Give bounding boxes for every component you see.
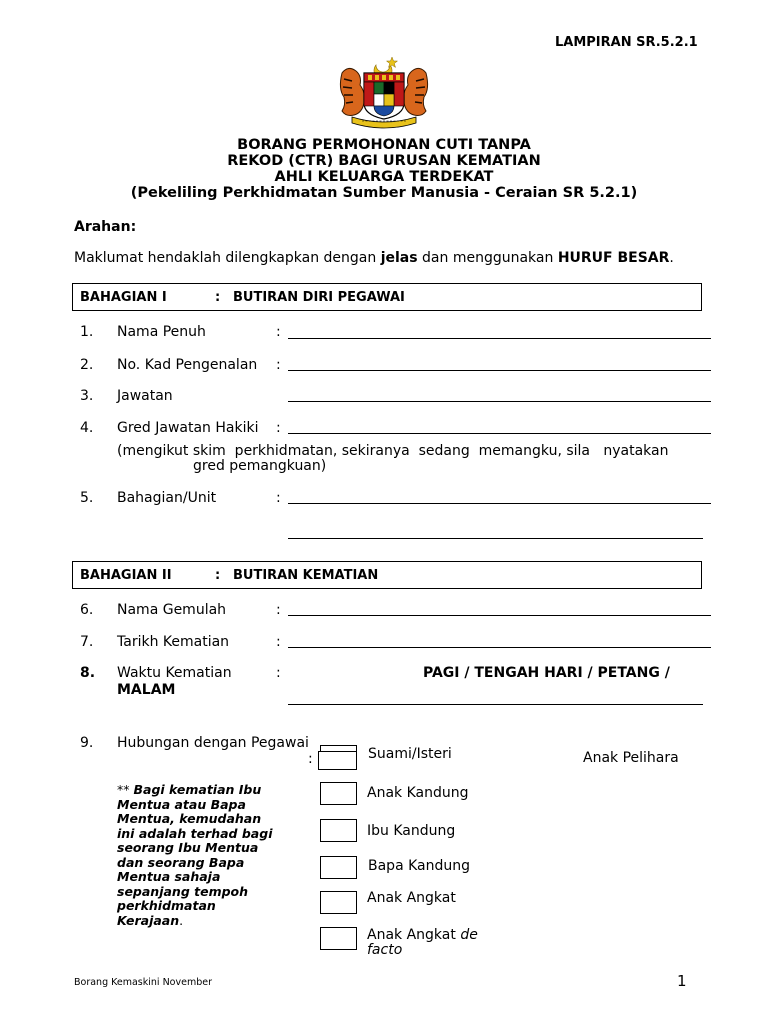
title-line-4: (Pekeliling Perkhidmatan Sumber Manusia - Ceraian SR 5.2.1) <box>130 185 638 201</box>
instructions-text-a: Maklumat hendaklah dilengkapkan dengan <box>74 250 381 266</box>
item-5-colon: : <box>276 490 281 506</box>
relation-de-facto-text: Anak Angkat <box>367 927 461 943</box>
checkbox-adopted-child[interactable] <box>320 891 357 914</box>
note-line-4: ini adalah terhad bagi <box>117 825 273 841</box>
item-7-number: 7. <box>80 634 94 650</box>
item-9-number: 9. <box>80 735 94 751</box>
section-2-colon: : <box>215 568 221 583</box>
instructions-text <box>74 250 674 266</box>
relation-foster-child: Anak Pelihara <box>583 750 679 766</box>
item-5-number: 5. <box>80 490 94 506</box>
relation-spouse: Suami/Isteri <box>368 746 452 762</box>
section-1-header <box>72 283 702 311</box>
checkbox-biological-father[interactable] <box>320 856 357 879</box>
grade-note-line-2: gred pemangkuan) <box>193 458 327 474</box>
relation-biological-child: Anak Kandung <box>367 785 469 801</box>
title-line-1: BORANG PERMOHONAN CUTI TANPA <box>237 137 531 153</box>
item-7-label: Tarikh Kematian <box>117 634 230 650</box>
department-field[interactable] <box>288 503 711 504</box>
note-line-8: sepanjang tempoh <box>117 883 249 899</box>
ic-number-field[interactable] <box>288 370 711 371</box>
item-8-number: 8. <box>80 665 96 681</box>
title-line-2: REKOD (CTR) BAGI URUSAN KEMATIAN <box>227 153 541 169</box>
section-1-colon: : <box>215 290 221 305</box>
in-law-note <box>117 783 297 928</box>
relation-de-facto-line-2: facto <box>367 942 403 958</box>
note-end: . <box>179 912 184 928</box>
checkbox-spouse-overlap <box>318 751 357 770</box>
grade-note-line-1: (mengikut skim perkhidmatan, sekiranya sedang memangku, sila nyatakan <box>117 443 669 459</box>
instructions-text-c: . <box>669 250 674 266</box>
note-line-6: dan seorang Bapa <box>117 854 245 870</box>
item-3-number: 3. <box>80 388 94 404</box>
item-4-label: Gred Jawatan Hakiki <box>117 420 259 436</box>
instructions-heading: Arahan: <box>74 219 137 235</box>
item-2-colon: : <box>276 357 281 373</box>
item-1-colon: : <box>276 324 281 340</box>
section-1-title: BUTIRAN DIRI PEGAWAI <box>233 290 405 305</box>
department-field-line-2[interactable] <box>288 538 703 539</box>
section-2-header <box>72 561 702 589</box>
position-field[interactable] <box>288 401 711 402</box>
item-4-number: 4. <box>80 420 94 436</box>
item-9-colon: : <box>308 751 313 767</box>
item-8-colon: : <box>276 665 281 681</box>
instructions-bold-caps: HURUF BESAR <box>557 250 670 266</box>
checkbox-biological-mother[interactable] <box>320 819 357 842</box>
deceased-name-field[interactable] <box>288 615 711 616</box>
note-line-9: perkhidmatan <box>117 898 216 913</box>
item-6-colon: : <box>276 602 281 618</box>
item-5-label: Bahagian/Unit <box>117 490 217 506</box>
item-2-label: No. Kad Pengenalan <box>117 357 258 373</box>
time-options[interactable]: PAGI / TENGAH HARI / PETANG / <box>423 665 670 681</box>
note-line-3: Mentua, kemudahan <box>117 811 262 826</box>
relation-biological-mother: Ibu Kandung <box>367 823 456 839</box>
checkbox-de-facto-adopted-child[interactable] <box>320 927 357 950</box>
instructions-text-b: dan menggunakan <box>417 250 558 266</box>
item-2-number: 2. <box>80 357 94 373</box>
coat-of-arms-logo <box>334 53 434 129</box>
item-3-label: Jawatan <box>117 388 173 404</box>
item-1-label: Nama Penuh <box>117 324 206 340</box>
time-of-death-field[interactable] <box>288 704 703 705</box>
item-7-colon: : <box>276 634 281 650</box>
appendix-ref: LAMPIRAN SR.5.2.1 <box>555 35 698 50</box>
title-line-3: AHLI KELUARGA TERDEKAT <box>274 169 494 185</box>
checkbox-biological-child[interactable] <box>320 782 357 805</box>
item-9-label: Hubungan dengan Pegawai <box>117 735 309 751</box>
item-4-colon: : <box>276 420 281 436</box>
note-line-1: Bagi kematian Ibu <box>133 782 262 797</box>
instructions-bold-clear: jelas <box>380 250 418 266</box>
note-line-7: Mentua sahaja <box>117 869 221 884</box>
date-of-death-field[interactable] <box>288 647 711 648</box>
section-2-label: BAHAGIAN II <box>80 568 172 583</box>
grade-field[interactable] <box>288 433 711 434</box>
relation-biological-father: Bapa Kandung <box>368 858 471 874</box>
relation-adopted-child: Anak Angkat <box>367 890 456 906</box>
item-6-number: 6. <box>80 602 94 618</box>
note-prefix: ** <box>117 782 134 797</box>
footer-text: Borang Kemaskini November <box>74 977 212 988</box>
item-1-number: 1. <box>80 324 94 340</box>
relation-de-facto-adopted-child <box>367 928 478 958</box>
note-line-2: Mentua atau Bapa <box>117 796 246 812</box>
note-line-5: seorang Ibu Mentua <box>117 840 259 855</box>
form-title <box>0 137 768 201</box>
full-name-field[interactable] <box>288 338 711 339</box>
time-options-cont[interactable]: MALAM <box>117 682 176 698</box>
page-number: 1 <box>677 972 687 990</box>
relation-de-facto-italic: de <box>460 927 478 943</box>
item-6-label: Nama Gemulah <box>117 602 227 618</box>
section-1-label: BAHAGIAN I <box>80 290 167 305</box>
section-2-title: BUTIRAN KEMATIAN <box>233 568 379 583</box>
note-line-10: Kerajaan <box>117 912 180 928</box>
item-8-label: Waktu Kematian <box>117 665 232 681</box>
